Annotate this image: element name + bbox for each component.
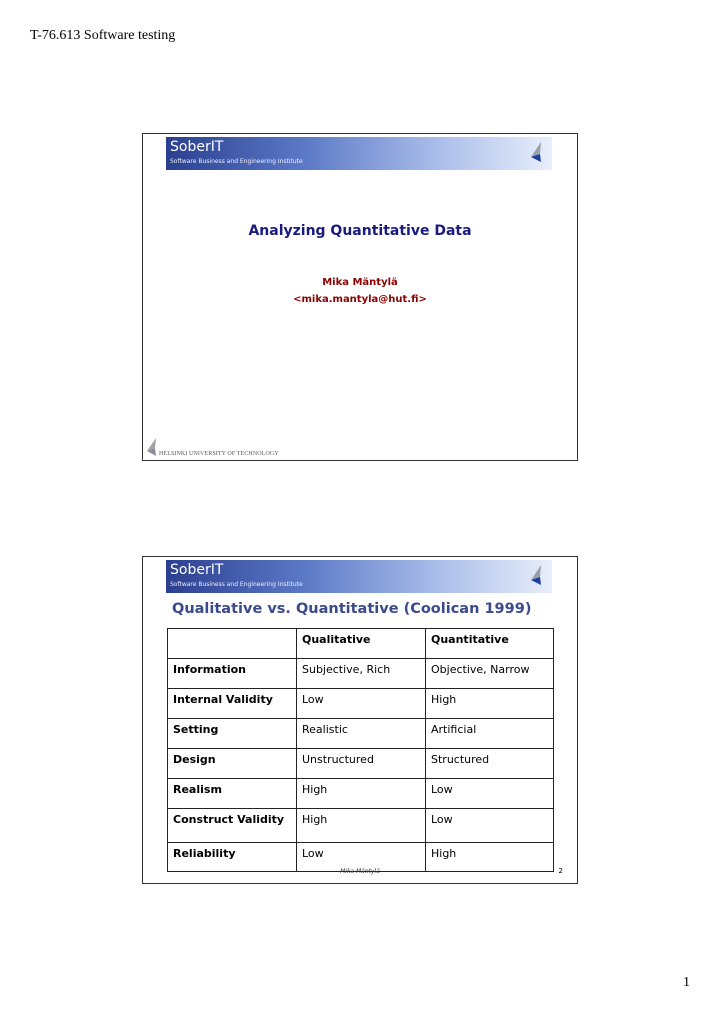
row-label: Construct Validity bbox=[168, 809, 297, 843]
table-row bbox=[168, 749, 554, 779]
soberit-banner bbox=[166, 560, 552, 593]
slide-footer-author: Mika Mäntylä bbox=[340, 868, 380, 875]
author-email: <mika.mantyla@hut.fi> bbox=[293, 294, 427, 305]
table-cell: Subjective, Rich bbox=[297, 659, 426, 689]
table-cell: Low bbox=[297, 689, 426, 719]
row-label: Internal Validity bbox=[168, 689, 297, 719]
banner-title: SoberIT bbox=[170, 139, 224, 155]
slide-title: Qualitative vs. Quantitative (Coolican 1999) bbox=[172, 601, 532, 617]
university-logo-icon bbox=[145, 437, 159, 457]
slide-1 bbox=[142, 133, 578, 461]
sail-logo-icon bbox=[528, 141, 544, 163]
table-cell: Low bbox=[426, 809, 554, 843]
page-number: 1 bbox=[683, 975, 690, 990]
banner-subtitle: Software Business and Engineering Institute bbox=[170, 581, 303, 588]
soberit-banner bbox=[166, 137, 552, 170]
slide-number: 2 bbox=[558, 867, 563, 875]
table-header-row bbox=[168, 629, 554, 659]
table-cell: Realistic bbox=[297, 719, 426, 749]
row-label: Design bbox=[168, 749, 297, 779]
table-cell: Structured bbox=[426, 749, 554, 779]
table-row bbox=[168, 719, 554, 749]
table-row bbox=[168, 779, 554, 809]
table-cell: Low bbox=[426, 779, 554, 809]
table-cell: High bbox=[297, 779, 426, 809]
slide-title: Analyzing Quantitative Data bbox=[248, 223, 472, 239]
author-name: Mika Mäntylä bbox=[322, 277, 398, 288]
table-cell: Unstructured bbox=[297, 749, 426, 779]
table-header-cell bbox=[168, 629, 297, 659]
table-row bbox=[168, 809, 554, 843]
table-row bbox=[168, 689, 554, 719]
table-cell: High bbox=[426, 843, 554, 872]
table-cell: Low bbox=[297, 843, 426, 872]
row-label: Information bbox=[168, 659, 297, 689]
table-cell: High bbox=[297, 809, 426, 843]
comparison-table bbox=[167, 628, 554, 872]
table-row bbox=[168, 659, 554, 689]
slide-2 bbox=[142, 556, 578, 884]
table-cell: Objective, Narrow bbox=[426, 659, 554, 689]
banner-title: SoberIT bbox=[170, 562, 224, 578]
row-label: Reliability bbox=[168, 843, 297, 872]
table-header-cell: Qualitative bbox=[297, 629, 426, 659]
table-cell: Artificial bbox=[426, 719, 554, 749]
row-label: Setting bbox=[168, 719, 297, 749]
page-header: T-76.613 Software testing bbox=[30, 28, 176, 43]
banner-subtitle: Software Business and Engineering Institute bbox=[170, 158, 303, 165]
university-name: HELSINKI UNIVERSITY OF TECHNOLOGY bbox=[159, 451, 279, 457]
sail-logo-icon bbox=[528, 564, 544, 586]
row-label: Realism bbox=[168, 779, 297, 809]
table-header-cell: Quantitative bbox=[426, 629, 554, 659]
table-cell: High bbox=[426, 689, 554, 719]
